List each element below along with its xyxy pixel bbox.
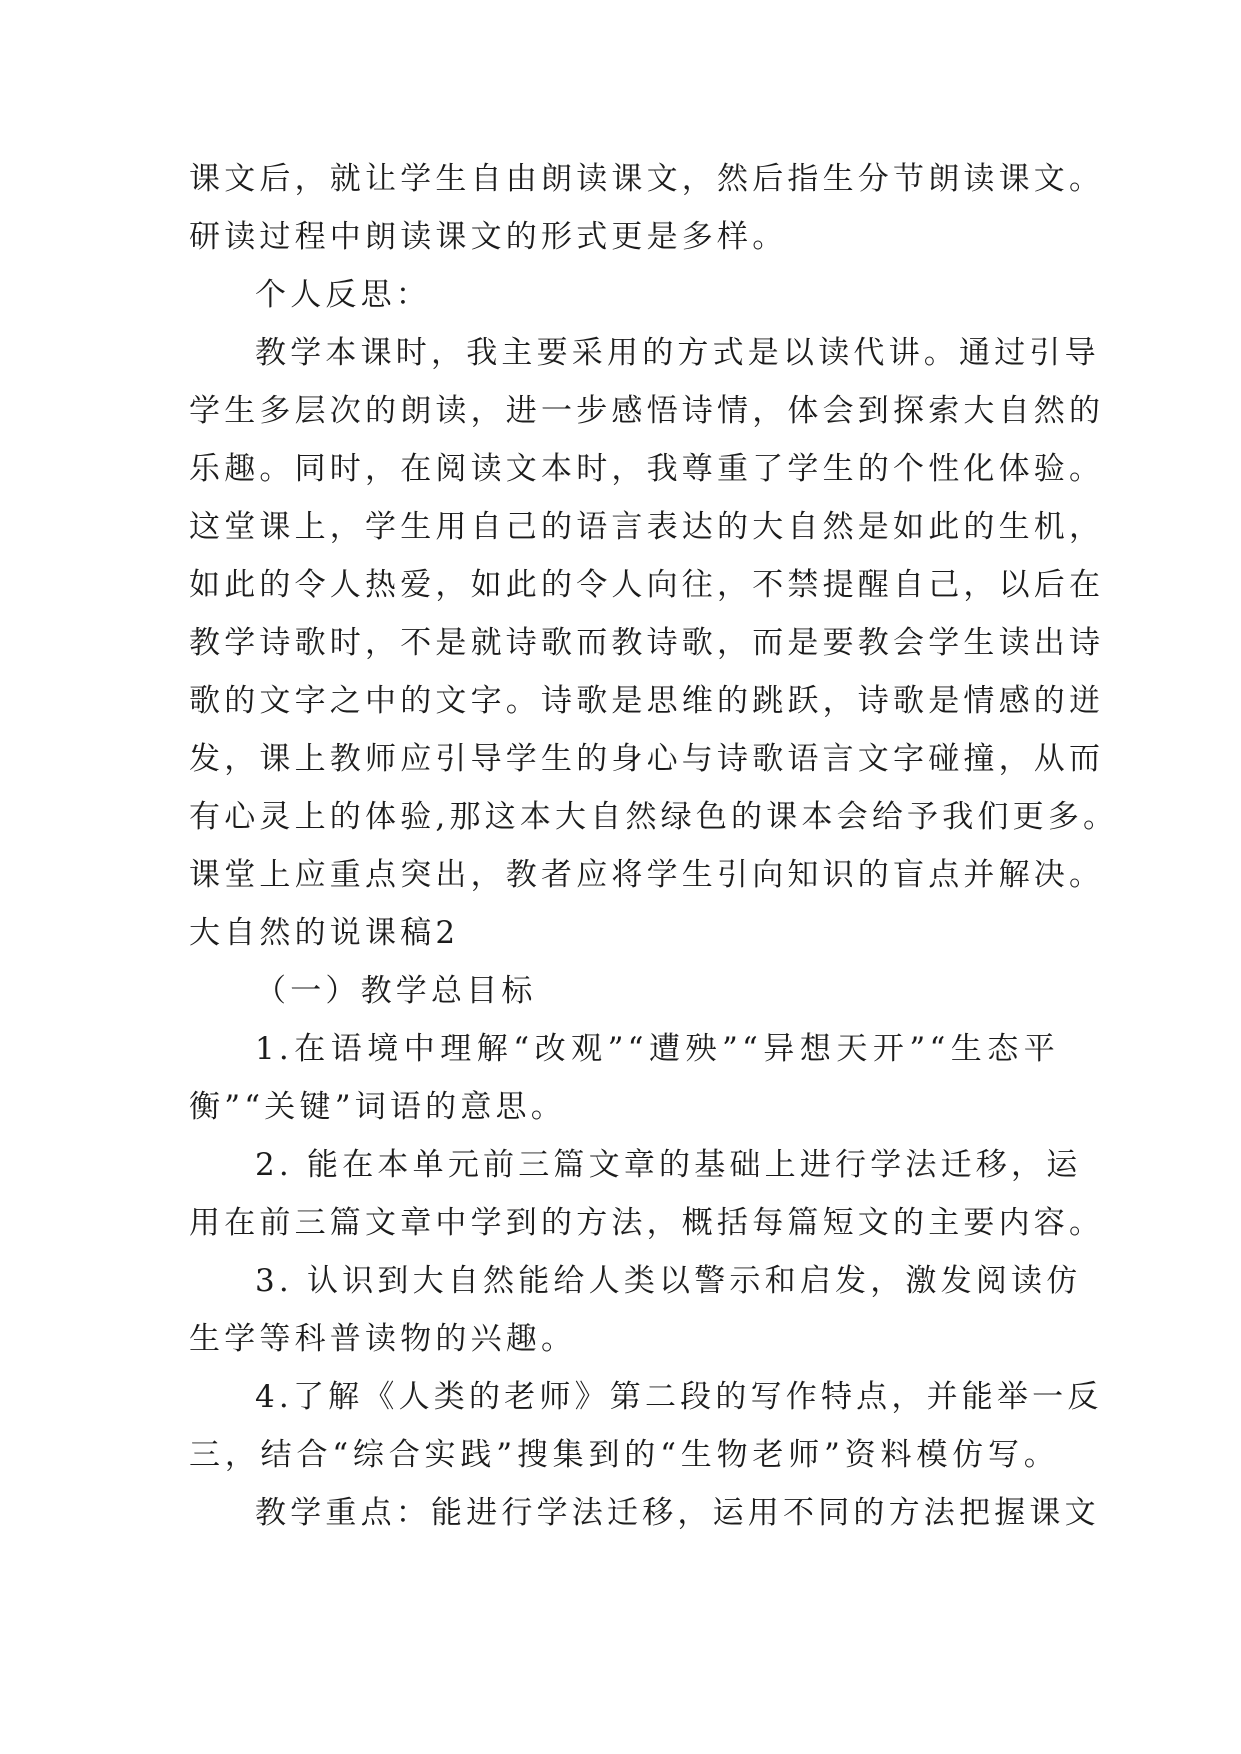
text-line: 研读过程中朗读课文的形式更是多样。	[189, 219, 788, 255]
text-line: 个人反思：	[255, 277, 431, 313]
text-line: 歌的文字之中的文字。诗歌是思维的跳跃，诗歌是情感的迸	[189, 683, 1105, 719]
text-line: 学生多层次的朗读，进一步感悟诗情，体会到探索大自然的	[189, 393, 1105, 429]
text-line: 发，课上教师应引导学生的身心与诗歌语言文字碰撞，从而	[189, 741, 1105, 777]
text-line: 用在前三篇文章中学到的方法，概括每篇短文的主要内容。	[189, 1205, 1105, 1241]
text-line: 生学等科普读物的兴趣。	[189, 1321, 577, 1357]
text-line: 乐趣。同时，在阅读文本时，我尊重了学生的个性化体验。	[189, 451, 1105, 487]
text-line: 课堂上应重点突出，教者应将学生引向知识的盲点并解决。	[189, 857, 1105, 893]
text-line: （一）教学总目标	[255, 973, 537, 1009]
text-line: 有心灵上的体验,那这本大自然绿色的课本会给予我们更多。	[189, 799, 1119, 835]
text-line: 课文后，就让学生自由朗读课文，然后指生分节朗读课文。	[189, 161, 1105, 197]
text-line: 1.在语境中理解“改观”“遭殃”“异想天开”“生态平	[255, 1031, 1059, 1067]
text-line: 教学本课时，我主要采用的方式是以读代讲。通过引导	[255, 335, 1100, 371]
text-line: 这堂课上，学生用自己的语言表达的大自然是如此的生机，	[189, 509, 1105, 545]
text-line: 大自然的说课稿2	[189, 915, 460, 951]
text-line: 教学诗歌时，不是就诗歌而教诗歌，而是要教会学生读出诗	[189, 625, 1105, 661]
document-body	[189, 150, 1119, 1542]
text-line: 3. 认识到大自然能给人类以警示和启发，激发阅读仿	[255, 1263, 1082, 1299]
text-line: 教学重点：能进行学法迁移，运用不同的方法把握课文	[255, 1495, 1100, 1531]
text-line: 三，结合“综合实践”搜集到的“生物老师”资料模仿写。	[189, 1437, 1059, 1473]
text-line: 如此的令人热爱，如此的令人向往，不禁提醒自己，以后在	[189, 567, 1105, 603]
text-line: 衡”“关键”词语的意思。	[189, 1089, 566, 1125]
text-line: 2. 能在本单元前三篇文章的基础上进行学法迁移，运	[255, 1147, 1082, 1183]
text-line: 4.了解《人类的老师》第二段的写作特点，并能举一反	[255, 1379, 1103, 1415]
